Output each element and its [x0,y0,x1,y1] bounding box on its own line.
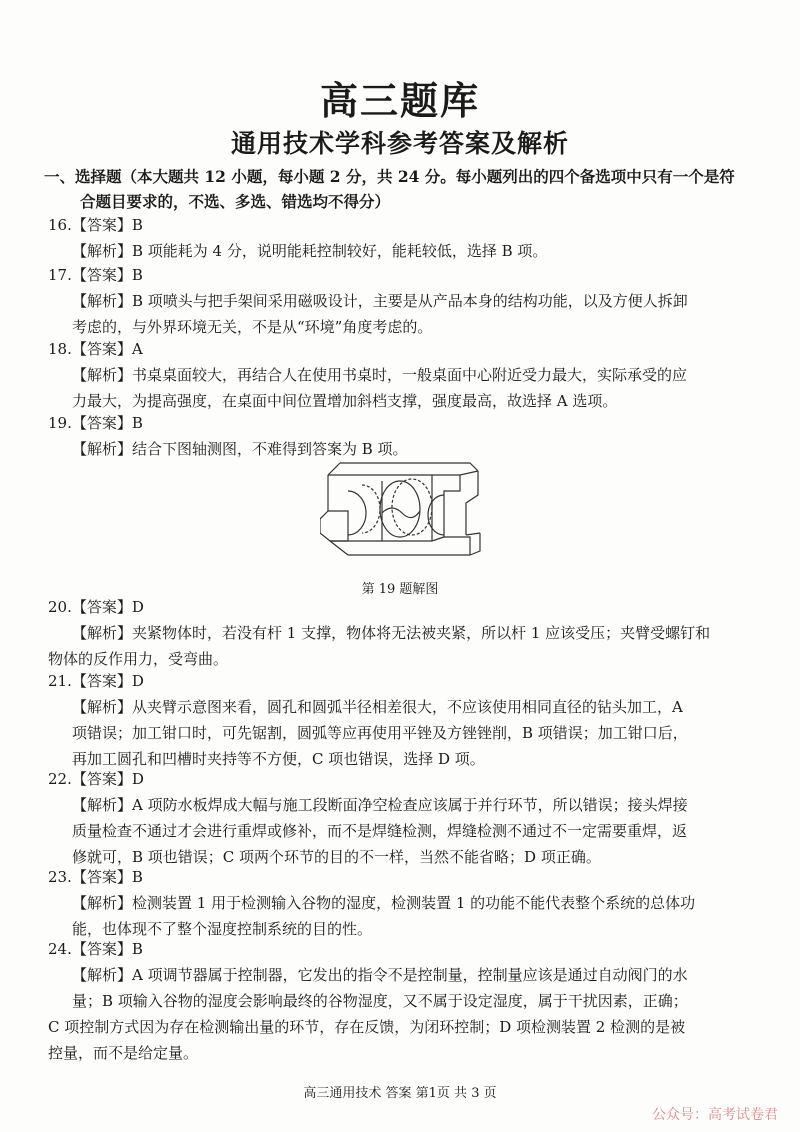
watermark: 公众号：高考试卷君 [652,1107,778,1123]
figure-center-curve [382,508,420,518]
figure-right-inner [444,475,460,537]
question-21 [48,668,760,772]
figure-outline-top [340,463,478,471]
page-subtitle: 通用技术学科参考答案及解析 [230,129,569,158]
explanation-24-line-3: C 项控制方式因为存在检测输出量的环节，存在反馈，为闭环控制；D 项检测装置 2 检测的是被 [48,1018,686,1036]
section-heading-line-2: 合题目要求的，不选、多选、错选均不得分） [80,192,391,211]
explanation-21-line-3: 再加工圆孔和凹槽时夹持等不方便，C 项也错误，选择 D 项。 [72,750,485,768]
explanation-22-line-1: 【解析】A 项防水板焊成大幅与施工段断面净空检查应该属于并行环节，所以错误；接头焊接 [72,796,688,814]
figure-right-foot-edge [466,533,480,535]
figure-center-bottom-edge [432,537,444,541]
question-22 [48,766,760,870]
figure-right-top-edge [460,471,478,475]
answer-19: 19.【答案】B [48,414,143,432]
answer-18: 18.【答案】A [48,340,143,358]
question-23 [48,864,760,942]
figure-caption: 第 19 题解图 [361,582,439,597]
figure-right-edge [466,471,478,535]
explanation-18-line-1: 【解析】书桌桌面较大，再结合人在使用书桌时，一般桌面中心附近受力最大，实际承受的应 [72,366,688,384]
figure-left-foot [320,519,348,541]
figure-left-arc-hidden [362,485,380,533]
figure-bottom-left-edge [330,541,348,555]
figure-edge-left-top [328,463,340,475]
explanation-18-line-2: 力最大，为提高强度，在桌面中间位置增加斜档支撑，强度最高，故选择 A 选项。 [72,392,618,410]
explanation-20-line-1: 【解析】夹紧物体时，若没有杆 1 支撑，物体将无法被夹紧，所以杆 1 应该受压；夹臂受螺钉和 [72,624,711,642]
answer-23: 23.【答案】B [48,868,143,886]
explanation-23-line-1: 【解析】检测装置 1 用于检测输入谷物的湿度，检测装置 1 的功能不能代表整个系统的总体功 [72,894,696,912]
explanation-23-line-2: 能，也体现不了整个湿度控制系统的目的性。 [72,920,373,938]
explanation-22-line-3: 修就可，B 项也错误；C 项两个环节的目的不一样，当然不能省略；D 项正确。 [72,848,601,866]
explanation-16-line-1: 【解析】B 项能耗为 4 分，说明能耗控制较好，能耗较低，选择 B 项。 [72,242,548,260]
question-18 [48,336,760,414]
explanation-24-line-1: 【解析】A 项调节器属于控制器，它发出的指令不是控制量，控制量应该是通过自动阀门的水 [72,966,688,984]
answer-22: 22.【答案】D [48,770,144,788]
answer-16: 16.【答案】B [48,216,143,234]
question-20 [48,594,760,672]
question-24 [48,936,760,1066]
question-16 [48,212,760,264]
answer-17: 17.【答案】B [48,266,143,284]
answer-20: 20.【答案】D [48,598,144,616]
explanation-17-line-1: 【解析】B 项喷头与把手架间采用磁吸设计，主要是从产品本身的结构功能，以及方便人拆卸 [72,292,688,310]
explanation-21-line-2: 项错误；加工钳口时，可先锯割，圆弧等应再使用平锉及方锉锉削，B 项错误；加工钳口后， [72,724,688,742]
page-footer: 高三通用技术 答案 第1页 共 3 页 [303,1086,497,1101]
figure-right-foot-side [470,533,480,555]
explanation-24-line-4: 控量，而不是给定量。 [48,1044,199,1062]
figure-left-arc [348,491,366,535]
explanation-24-line-2: 量；B 项输入谷物的湿度会影响最终的谷物湿度，又不属于设定湿度，属于干扰因素，正确； [72,992,688,1010]
explanation-20-line-2: 物体的反作用力，受弯曲。 [48,650,229,668]
axonometric-drawing [320,455,485,575]
answer-21: 21.【答案】D [48,672,144,690]
explanation-22-line-2: 质量检查不通过才会进行重焊或修补，而不是焊缝检测，焊缝检测不通过不一定需要重焊，返 [72,822,688,840]
explanation-17-line-2: 考虑的，与外界环境无关，不是从“环境”角度考虑的。 [72,318,433,336]
explanation-19-line-1: 【解析】结合下图轴测图，不难得到答案为 B 项。 [72,440,408,458]
page-title: 高三题库 [319,78,480,123]
section-heading [44,164,764,214]
figure-left-step [328,511,348,527]
figure-right-foot [444,537,470,555]
figure-right-arc [428,495,444,535]
figure-left-foot-top [320,511,328,519]
answer-24: 24.【答案】B [48,940,143,958]
section-heading-line-1: 一、选择题（本大题共 12 小题，每小题 2 分，共 24 分。每小题列出的四个备选项中只有一个是符 [44,167,735,186]
explanation-21-line-1: 【解析】从夹臂示意图来看，圆孔和圆弧半径相差很大，不应该使用相同直径的钻头加工，A [72,698,683,716]
question-17 [48,262,760,340]
